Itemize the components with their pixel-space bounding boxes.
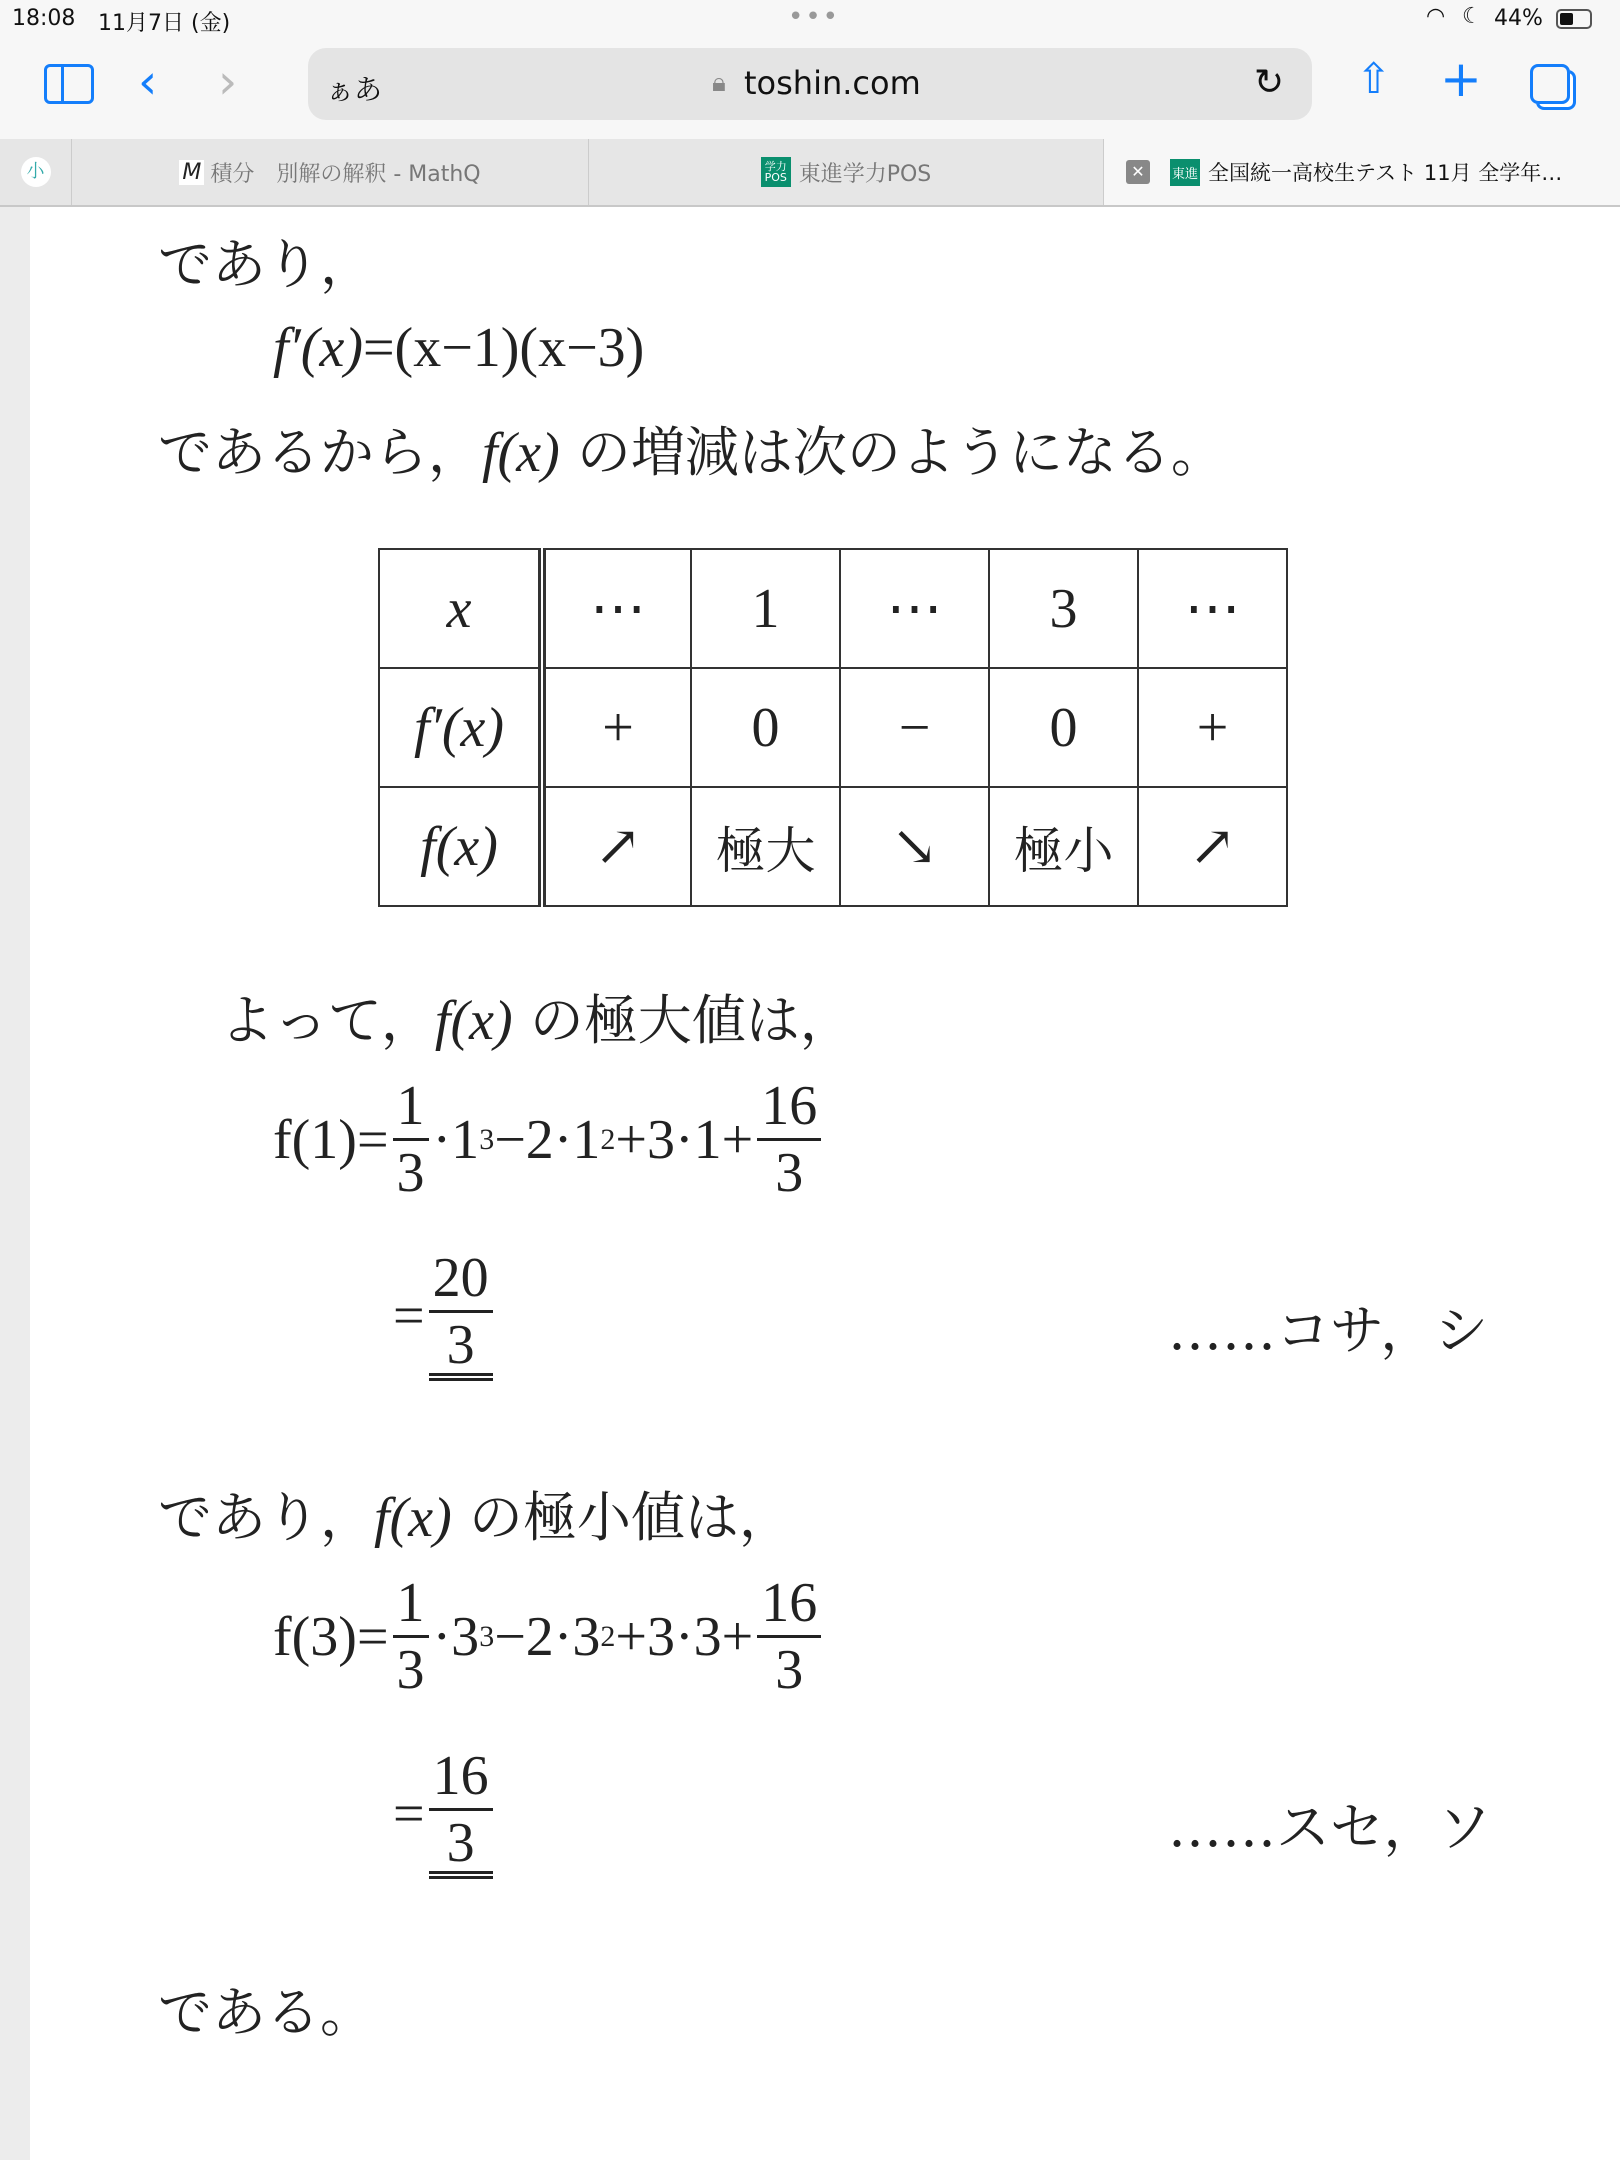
fraction: $\frac{1}{3}$ <box>393 1575 429 1698</box>
text: であり， <box>158 1486 374 1549</box>
back-icon[interactable]: ‹ <box>138 54 158 110</box>
text: の極小値は， <box>451 1486 793 1549</box>
pinned-tab[interactable] <box>0 139 72 205</box>
eq-lhs: f(1)= <box>273 1108 389 1171</box>
status-date: 11月7日 (金) <box>98 11 231 36</box>
table-row <box>379 668 1287 787</box>
table-cell: − <box>840 668 989 787</box>
table-cell: 0 <box>691 668 840 787</box>
table-cell: 3 <box>989 549 1138 668</box>
variation-table <box>378 548 1288 907</box>
fraction: $\frac{16}{3}$ <box>429 1748 493 1879</box>
term: +3·1+ <box>615 1108 754 1171</box>
row-header: f(x) <box>379 787 542 906</box>
tab-label: 東進学力POS <box>798 161 932 187</box>
page-margin <box>0 207 30 2160</box>
term: ·3 <box>432 1605 480 1668</box>
forward-icon[interactable]: › <box>218 54 238 110</box>
tab-bar <box>0 139 1620 207</box>
table-cell: + <box>542 668 691 787</box>
min-value-equation <box>273 1572 825 1701</box>
math-fx: f(x) <box>482 422 560 484</box>
exponent: 2 <box>600 1122 616 1156</box>
exponent: 3 <box>479 1122 495 1156</box>
equals: = <box>393 1284 425 1347</box>
site-favicon-icon: 小 <box>21 157 51 187</box>
table-cell: 0 <box>989 668 1138 787</box>
fraction: $\frac{16}{3}$ <box>757 1078 821 1201</box>
table-cell: ↗ <box>542 787 691 906</box>
tab-mathq[interactable] <box>72 139 589 205</box>
math-fx: f(x) <box>374 1487 452 1549</box>
pos-favicon-icon: 学力POS <box>761 157 791 187</box>
table-row <box>379 787 1287 906</box>
answer-label: ……スセ，ソ <box>1168 1796 1492 1859</box>
equals: = <box>393 1782 425 1845</box>
text-line <box>220 978 854 1055</box>
term: ·1 <box>432 1108 480 1171</box>
eq-lhs: f(3)= <box>273 1605 389 1668</box>
fraction: $\frac{20}{3}$ <box>429 1250 493 1381</box>
text: の極大値は， <box>512 989 854 1052</box>
table-cell: ⋯ <box>542 549 691 668</box>
table-cell: 極小 <box>989 787 1138 906</box>
min-value-result <box>393 1745 497 1879</box>
reload-icon[interactable]: ↻ <box>1254 62 1285 103</box>
fraction: $\frac{16}{3}$ <box>757 1575 821 1698</box>
close-tab-icon[interactable]: ✕ <box>1126 160 1150 184</box>
lock-icon: 🔒︎ <box>712 68 726 98</box>
multitasking-dots-icon[interactable]: ••• <box>788 2 841 32</box>
table-cell: ⋯ <box>1138 549 1287 668</box>
table-cell: 極大 <box>691 787 840 906</box>
text: よって， <box>220 989 435 1052</box>
status-bar <box>0 0 1620 40</box>
table-cell: ↗ <box>1138 787 1287 906</box>
battery-percent: 44% <box>1494 6 1543 31</box>
exponent: 2 <box>600 1619 616 1653</box>
term: +3·3+ <box>615 1605 754 1668</box>
sidebar-icon[interactable] <box>44 64 94 104</box>
tab-pos[interactable] <box>589 139 1104 205</box>
eq-lhs: f′(x) <box>273 317 363 379</box>
max-value-equation <box>273 1075 825 1204</box>
term: −2·1 <box>494 1108 601 1171</box>
text-line: である。 <box>158 1981 374 2044</box>
new-tab-icon[interactable]: + <box>1440 50 1482 108</box>
address-bar[interactable] <box>308 48 1312 120</box>
battery-icon <box>1556 9 1592 29</box>
row-header: x <box>379 549 542 668</box>
row-header: f′(x) <box>379 668 542 787</box>
derivative-equation <box>273 316 644 380</box>
table-cell: + <box>1138 668 1287 787</box>
text-line: であり， <box>158 233 374 296</box>
term: −2·3 <box>494 1605 601 1668</box>
table-row <box>379 549 1287 668</box>
text-size-button[interactable]: ぁあ <box>326 73 383 106</box>
status-time: 18:08 <box>12 6 76 31</box>
math-fx: f(x) <box>434 990 513 1052</box>
tab-label: 全国統一高校生テスト 11月 全学年… <box>1208 161 1563 185</box>
moon-icon: ☾ <box>1462 4 1482 29</box>
fraction: $\frac{1}{3}$ <box>393 1078 429 1201</box>
exponent: 3 <box>479 1619 495 1653</box>
url-text[interactable]: toshin.com <box>744 64 921 102</box>
text: であるから， <box>158 421 482 484</box>
wifi-icon: ◠ <box>1426 4 1446 29</box>
max-value-result <box>393 1247 497 1381</box>
browser-toolbar <box>0 40 1620 139</box>
table-cell: ↘ <box>840 787 989 906</box>
toshin-favicon-icon: 東進 <box>1170 159 1200 186</box>
tab-label: 積分 別解の解釈 - MathQ <box>210 161 481 187</box>
table-cell: ⋯ <box>840 549 989 668</box>
text: の増減は次のようになる。 <box>559 421 1225 484</box>
answer-label: ……コサ，シ <box>1168 1299 1489 1362</box>
text-line <box>158 410 1225 487</box>
tabs-icon[interactable] <box>1530 64 1570 104</box>
mathq-favicon-icon: M <box>179 160 204 185</box>
eq-rhs: =(x−1)(x−3) <box>362 317 645 379</box>
table-cell: 1 <box>691 549 840 668</box>
text-line <box>158 1475 793 1552</box>
share-icon[interactable]: ⇧ <box>1356 54 1392 103</box>
tab-active[interactable] <box>1104 139 1620 205</box>
